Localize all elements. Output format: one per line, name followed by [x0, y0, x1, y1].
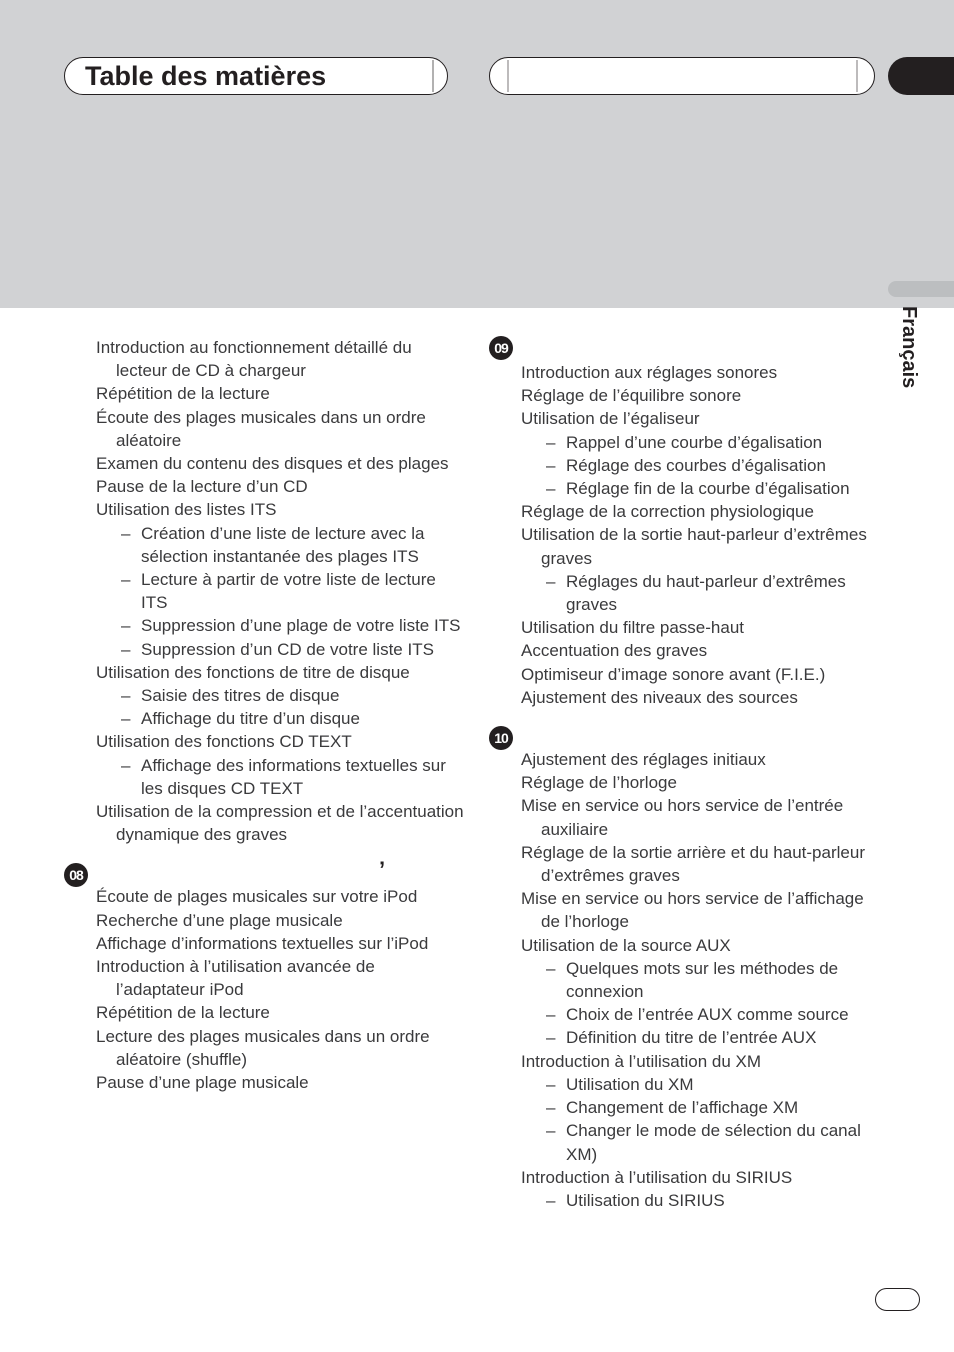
blank-header-box [489, 57, 875, 95]
toc-entry-text: Mise en service ou hors service de l’affichage de l’horloge [521, 889, 864, 932]
toc-entry-text: Utilisation de la source AUX [521, 935, 731, 955]
toc-entry [521, 841, 883, 887]
toc-entry-text: Utilisation de la sortie haut-parleur d’extrêmes graves [521, 525, 867, 568]
toc-entry [96, 1071, 466, 1094]
section-tab-black [888, 57, 954, 95]
toc-entry-text: Quelques mots sur les méthodes de connexion [566, 958, 839, 1002]
toc-entry [96, 909, 466, 932]
toc-entry-text: Choix de l’entrée AUX comme source [566, 1005, 849, 1025]
toc-entry-text: Création d’une liste de lecture avec la sélection instantanée des plages ITS [141, 523, 425, 566]
toc-entry-text: Réglage de l’équilibre sonore [521, 386, 742, 406]
toc-entry [96, 406, 466, 452]
toc-subentry [96, 754, 466, 800]
toc-entry-text: Utilisation de la compression et de l’accentuation dynamique des graves [96, 802, 464, 845]
toc-entry-text: Réglage des courbes d’égalisation [566, 455, 826, 475]
toc-entry [521, 361, 883, 384]
toc-list-section-10 [521, 748, 883, 1212]
blank-box-divider-right [856, 60, 858, 92]
toc-subentry [521, 1003, 883, 1026]
toc-subentry [521, 431, 883, 454]
dash-bullet: – [121, 755, 131, 775]
toc-entry-text: Réglage de l’horloge [521, 773, 677, 793]
toc-right-column [494, 336, 883, 1212]
toc-subentry [96, 684, 466, 707]
section-10-badge: 10 [489, 726, 513, 750]
toc-entry [96, 382, 466, 405]
toc-subentry [521, 477, 883, 500]
toc-entry-text: Recherche d’une plage musicale [96, 910, 343, 930]
toc-subentry [96, 522, 466, 568]
section-08-header [69, 857, 466, 885]
toc-entry-text: Rappel d’une courbe d’égalisation [566, 432, 823, 452]
title-box-divider [432, 60, 434, 92]
toc-entry-text: Réglages du haut-parleur d’extrêmes graves [566, 571, 846, 615]
toc-entry [521, 616, 883, 639]
toc-list-section-09 [521, 361, 883, 709]
toc-entry-text: Répétition de la lecture [96, 384, 270, 404]
section-09-badge: 09 [489, 336, 513, 360]
toc-entry [521, 384, 883, 407]
toc-entry [521, 1166, 883, 1189]
toc-entry-text: Écoute des plages musicales dans un ordre aléatoire [96, 407, 426, 450]
toc-entry [521, 523, 883, 569]
toc-entry-text: Changer le mode de sélection du canal XM) [566, 1121, 861, 1164]
toc-entry-text: Définition du titre de l’entrée AUX [566, 1028, 817, 1048]
toc-entry-text: Utilisation du XM [566, 1074, 694, 1094]
toc-entry-text: Répétition de la lecture [96, 1003, 270, 1023]
header-band [0, 0, 954, 308]
toc-entry [96, 730, 466, 753]
toc-entry-text: Affichage des informations textuelles sur les disques CD TEXT [141, 755, 446, 798]
toc-entry-text: Optimiseur d’image sonore avant (F.I.E.) [521, 664, 826, 684]
dash-bullet: – [121, 686, 131, 706]
dash-bullet: – [121, 616, 131, 636]
toc-entry [96, 475, 466, 498]
toc-entry [96, 885, 466, 908]
section-08-title-mark: ’ [379, 857, 386, 883]
toc-entry-text: Réglage fin de la courbe d’égalisation [566, 479, 850, 499]
language-label: Français [898, 306, 920, 389]
toc-entry [96, 1025, 466, 1071]
toc-entry [521, 748, 883, 771]
toc-subentry [521, 1189, 883, 1212]
toc-entry-text: Examen du contenu des disques et des plages [96, 454, 449, 474]
toc-subentry [96, 614, 466, 637]
toc-left-column [69, 336, 466, 1094]
toc-entry-text: Lecture des plages musicales dans un ordre aléatoire (shuffle) [96, 1026, 430, 1069]
section-09-header [494, 336, 883, 361]
toc-entry-text: Saisie des titres de disque [141, 686, 340, 706]
toc-entry-text: Affichage du titre d’un disque [141, 709, 360, 729]
toc-entry-text: Introduction à l’utilisation avancée de l’adaptateur iPod [96, 957, 375, 1000]
toc-entry-text: Pause d’une plage musicale [96, 1073, 309, 1093]
toc-entry [96, 1001, 466, 1024]
toc-entry-text: Suppression d’une plage de votre liste ITS [141, 616, 461, 636]
dash-bullet: – [546, 479, 556, 499]
toc-entry [96, 932, 466, 955]
toc-subentry [521, 1119, 883, 1165]
toc-list-continued [96, 336, 466, 846]
toc-entry [521, 887, 883, 933]
dash-bullet: – [546, 571, 556, 591]
dash-bullet: – [546, 455, 556, 475]
title-box [64, 57, 448, 95]
toc-entry-text: Introduction au fonctionnement détaillé du lecteur de CD à chargeur [96, 338, 412, 381]
toc-entry-text: Utilisation du SIRIUS [566, 1190, 725, 1210]
dash-bullet: – [121, 570, 131, 590]
toc-list-section-08 [96, 885, 466, 1094]
toc-entry [521, 407, 883, 430]
toc-subentry [521, 1096, 883, 1119]
toc-subentry [96, 707, 466, 730]
toc-entry [521, 934, 883, 957]
toc-entry-text: Lecture à partir de votre liste de lecture ITS [141, 570, 436, 613]
dash-bullet: – [546, 1121, 556, 1141]
dash-bullet: – [546, 1028, 556, 1048]
toc-entry [96, 955, 466, 1001]
toc-entry-text: Suppression d’un CD de votre liste ITS [141, 639, 434, 659]
dash-bullet: – [121, 639, 131, 659]
dash-bullet: – [546, 958, 556, 978]
toc-entry [96, 452, 466, 475]
toc-entry [96, 498, 466, 521]
dash-bullet: – [546, 1074, 556, 1094]
toc-entry-text: Ajustement des niveaux des sources [521, 687, 798, 707]
page-number-oval [875, 1288, 920, 1311]
dash-bullet: – [546, 1005, 556, 1025]
toc-entry-text: Introduction à l’utilisation du XM [521, 1051, 762, 1071]
toc-entry-text: Utilisation des listes ITS [96, 500, 277, 520]
toc-entry [521, 771, 883, 794]
toc-entry-text: Utilisation des fonctions de titre de disque [96, 662, 410, 682]
toc-entry [521, 500, 883, 523]
toc-entry [521, 686, 883, 709]
dash-bullet: – [546, 1098, 556, 1118]
toc-entry-text: Utilisation des fonctions CD TEXT [96, 732, 352, 752]
toc-entry-text: Utilisation du filtre passe-haut [521, 618, 745, 638]
toc-entry-text: Utilisation de l’égaliseur [521, 409, 700, 429]
page-title: Table des matières [85, 61, 327, 91]
toc-subentry [521, 1026, 883, 1049]
blank-box-divider-left [507, 60, 509, 92]
toc-entry-text: Réglage de la correction physiologique [521, 502, 814, 522]
toc-subentry [96, 568, 466, 614]
toc-entry-text: Mise en service ou hors service de l’entrée auxiliaire [521, 796, 844, 839]
toc-subentry [521, 570, 883, 616]
toc-entry [96, 800, 466, 846]
toc-entry-text: Changement de l’affichage XM [566, 1098, 799, 1118]
section-08-badge: 08 [64, 863, 88, 887]
toc-subentry [521, 957, 883, 1003]
toc-entry-text: Accentuation des graves [521, 641, 708, 661]
toc-entry-text: Écoute de plages musicales sur votre iPod [96, 887, 418, 907]
toc-entry-text: Introduction à l’utilisation du SIRIUS [521, 1167, 793, 1187]
toc-entry [96, 661, 466, 684]
toc-entry [521, 1050, 883, 1073]
toc-entry [521, 794, 883, 840]
dash-bullet: – [546, 1190, 556, 1210]
toc-entry-text: Affichage d’informations textuelles sur l’iPod [96, 933, 429, 953]
toc-entry-text: Réglage de la sortie arrière et du haut-parleur d’extrêmes graves [521, 842, 865, 886]
toc-subentry [521, 454, 883, 477]
toc-subentry [96, 638, 466, 661]
toc-subentry [521, 1073, 883, 1096]
toc-entry [96, 336, 466, 382]
language-tab-grey [888, 281, 954, 297]
toc-entry-text: Pause de la lecture d’un CD [96, 477, 308, 497]
toc-entry-text: Introduction aux réglages sonores [521, 363, 778, 382]
section-10-header [494, 723, 883, 748]
dash-bullet: – [546, 432, 556, 452]
toc-entry-text: Ajustement des réglages initiaux [521, 750, 766, 770]
toc-entry [521, 639, 883, 662]
dash-bullet: – [121, 523, 131, 543]
dash-bullet: – [121, 709, 131, 729]
toc-entry [521, 663, 883, 686]
